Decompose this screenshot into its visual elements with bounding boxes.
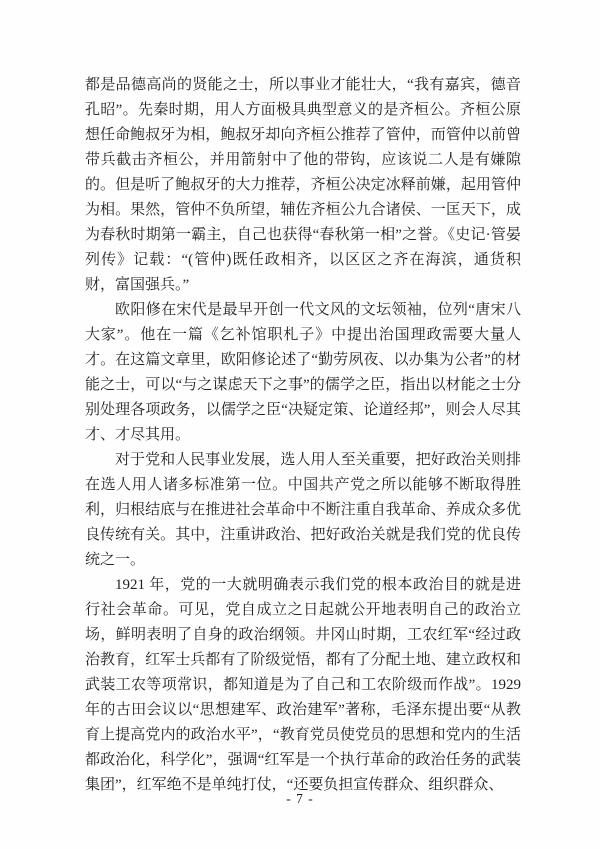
paragraph: 都是品德高尚的贤能之士，所以事业才能壮大，“我有嘉宾，德音孔昭”。先秦时期，用人方面极具典型意义的是齐桓公。齐桓公原想任命鲍叔牙为相，鲍叔牙却向齐桓公推荐了管仲，而管仲以前曾带兵截击齐桓公，并用箭射中了他的带钩，应该说二人是有嫌隙的。但是听了鲍叔牙的大力推荐，齐桓公决定冰释前嫌，起用管仲为相。果然，管仲不负所望，辅佐齐桓公九合诸侯、一匡天下，成为春秋时期第一霸主，自己也获得“春秋第一相”之誉。《史记·管晏列传》记载：“(管仲)既任政相齐，以区区之齐在海滨，通货积财，富国强兵。” bbox=[85, 77, 521, 293]
paragraph: 对于党和人民事业发展，选人用人至关重要，把好政治关则排在选人用人诸多标准第一位。中国共产党之所以能够不断取得胜利，归根结底与在推进社会革命中不断注重自我革命、养成众多优良传统有关。其中，注重讲政治、把好政治关就是我们党的优良传统之一。 bbox=[85, 452, 521, 568]
document-body bbox=[85, 73, 521, 798]
paragraph: 1921 年，党的一大就明确表示我们党的根本政治目的就是进行社会革命。可见，党自成立之日起就公开地表明自己的政治立场，鲜明表明了自身的政治纲领。井冈山时期，工农红军“经过政治教育，红军士兵都有了阶级觉悟，都有了分配土地、建立政权和武装工农等项常识，都知道是为了自己和工农阶级而作战”。1929 年的古田会议以“思想建军、政治建军”著称，毛泽东提出要“从教育上提高党内的政治水平”，“教育党员使党员的思想和党内的生活都政治化，科学化”，强调“红军是一个执行革命的政治任务的武装集团”，红军绝不是单纯打仗，“还要负担宣传群众、组织群众、 bbox=[85, 577, 521, 793]
paragraph: 欧阳修在宋代是最早开创一代文风的文坛领袖，位列“唐宋八大家”。他在一篇《乞补馆职札子》中提出治国理政需要大量人才。在这篇文章里，欧阳修论述了“勤劳夙夜、以办集为公者”的材能之士，可以“与之谋虑天下之事”的儒学之臣，指出以材能之士分别处理各项政务，以儒学之臣“决疑定策、论道经邦”，则会人尽其才、才尽其用。 bbox=[85, 302, 521, 443]
page-number: - 7 - bbox=[286, 791, 314, 806]
